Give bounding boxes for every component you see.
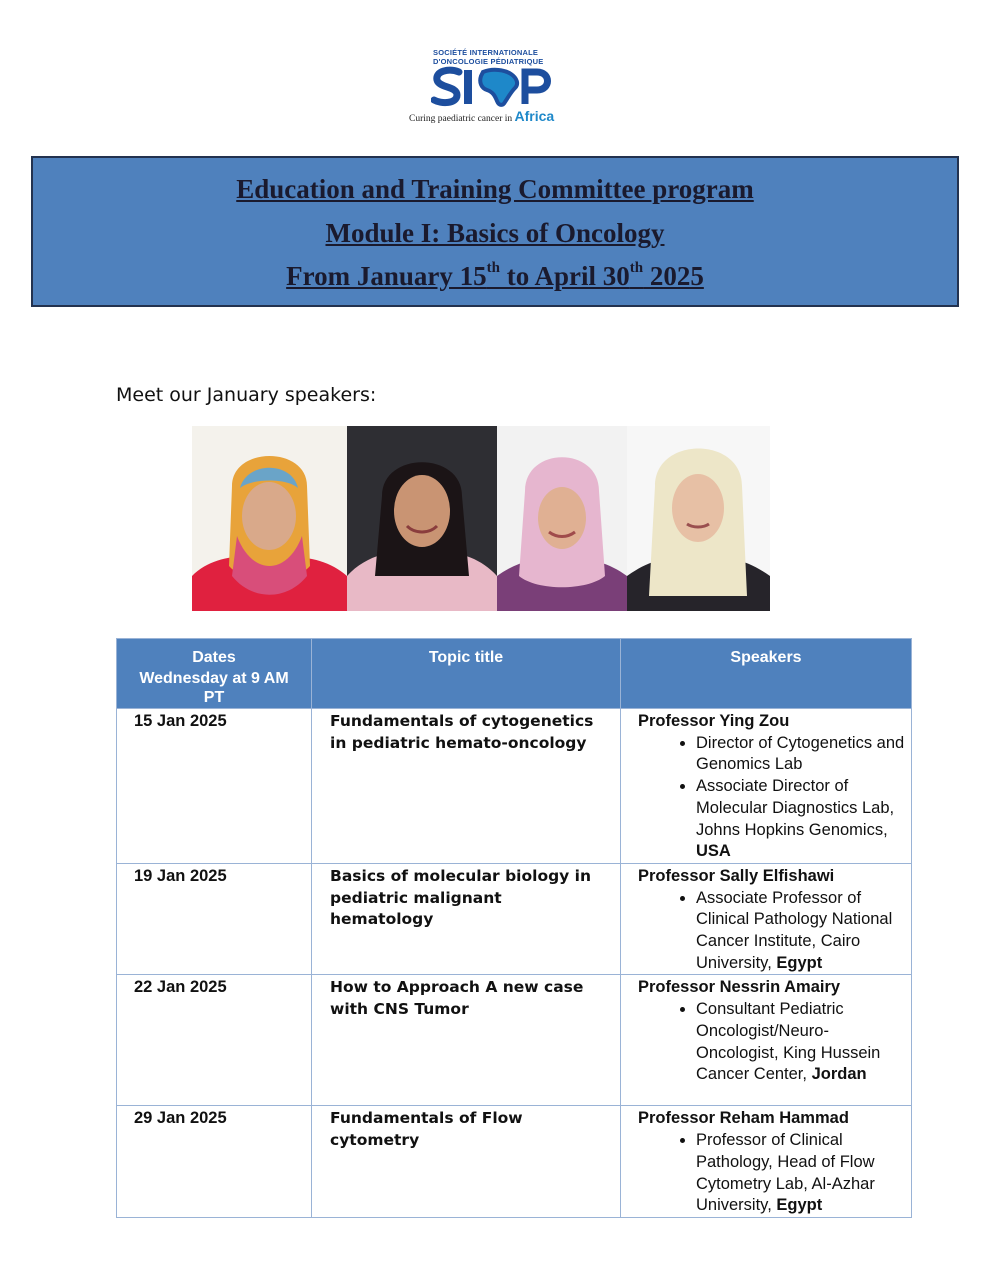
row-date: 29 Jan 2025: [117, 1106, 312, 1218]
row-topic: How to Approach A new case with CNS Tumor: [312, 975, 621, 1106]
intro-text: Meet our January speakers:: [116, 384, 377, 406]
speaker-name: Professor Sally Elfishawi: [638, 866, 835, 885]
schedule-table: [116, 638, 912, 1218]
banner-title: Education and Training Committee program: [236, 174, 754, 204]
row-topic: Fundamentals of cytogenetics in pediatric hemato-oncology: [312, 709, 621, 864]
speaker-bullet-text: Associate Professor of Clinical Pathology National Cancer Institute, Cairo University,: [696, 888, 893, 972]
speaker-bullet: [696, 1130, 905, 1217]
table-row: [117, 975, 912, 1106]
speaker-bullet: [696, 776, 905, 863]
logo-line1: SOCIÉTÉ INTERNATIONALE: [433, 48, 539, 57]
table-header-row: [117, 639, 912, 709]
banner-dates-sup1: th: [486, 260, 500, 276]
speaker-photo-3: [497, 426, 627, 611]
speaker-bullets: [638, 733, 905, 863]
banner-dates-mid: to April 30: [499, 261, 630, 291]
banner-dates-sup2: th: [629, 260, 644, 276]
speaker-bullet: [696, 999, 905, 1086]
header-dates-line1: Dates: [192, 649, 236, 666]
banner-dates: [33, 261, 957, 292]
logo-org-name: [433, 48, 543, 66]
program-banner: [31, 156, 959, 307]
row-date: 19 Jan 2025: [117, 863, 312, 975]
row-topic: Basics of molecular biology in pediatric malignant hematology: [312, 863, 621, 975]
table-row: [117, 709, 912, 864]
speaker-bullets: [638, 1130, 905, 1217]
speaker-bullet-text: Associate Director of Molecular Diagnostics Lab, Johns Hopkins Genomics,: [696, 777, 895, 839]
speaker-country: Jordan: [811, 1065, 867, 1084]
speaker-bullet-text: Consultant Pediatric Oncologist/Neuro-Oncologist, King Hussein Cancer Center,: [696, 1000, 881, 1084]
row-speaker: [621, 975, 912, 1106]
header-speakers: Speakers: [621, 639, 912, 709]
speaker-bullet: • Director of Cytogenetics and Genomics Lab: [696, 733, 905, 776]
banner-dates-start: From January 15: [286, 261, 487, 291]
speaker-photos: [192, 426, 770, 611]
row-topic: Fundamentals of Flow cytometry: [312, 1106, 621, 1218]
table-row: [117, 863, 912, 975]
logo-tagline-text: Curing paediatric cancer in: [409, 114, 513, 124]
speaker-bullets: [638, 888, 905, 975]
siop-africa-mark: [431, 66, 561, 110]
header-dates: [117, 639, 312, 709]
row-speaker: [621, 1106, 912, 1218]
logo-tagline: [409, 108, 554, 124]
banner-module: Module I: Basics of Oncology: [325, 218, 665, 248]
logo-line2: D'ONCOLOGIE PÉDIATRIQUE: [433, 57, 544, 66]
logo-tagline-africa: Africa: [514, 108, 555, 124]
speaker-bullets: [638, 999, 905, 1086]
row-date: 22 Jan 2025: [117, 975, 312, 1106]
row-date: 15 Jan 2025: [117, 709, 312, 864]
header-dates-line2: Wednesday at 9 AM: [139, 670, 289, 687]
banner-dates-end: 2025: [643, 261, 704, 291]
speaker-bullet-text: Professor of Clinical Pathology, Head of Flow Cytometry Lab, Al-Azhar University,: [696, 1131, 875, 1215]
speaker-bullet: [696, 888, 905, 975]
header-dates-line3: PT: [203, 689, 225, 706]
row-speaker: [621, 863, 912, 975]
speaker-name: Professor Ying Zou: [638, 712, 790, 730]
speaker-photo-2: [347, 426, 497, 611]
speaker-country: USA: [696, 842, 731, 861]
header-topic: Topic title: [312, 639, 621, 709]
speaker-name: Professor Nessrin Amairy: [638, 978, 841, 997]
speaker-country: Egypt: [776, 953, 823, 972]
table-row: [117, 1106, 912, 1218]
speaker-name: Professor Reham Hammad: [638, 1109, 849, 1128]
row-speaker: [621, 709, 912, 864]
speaker-photo-4: [627, 426, 770, 611]
speaker-country: Egypt: [776, 1196, 823, 1215]
speaker-photo-1: [192, 426, 347, 611]
siop-logo: [405, 44, 590, 154]
